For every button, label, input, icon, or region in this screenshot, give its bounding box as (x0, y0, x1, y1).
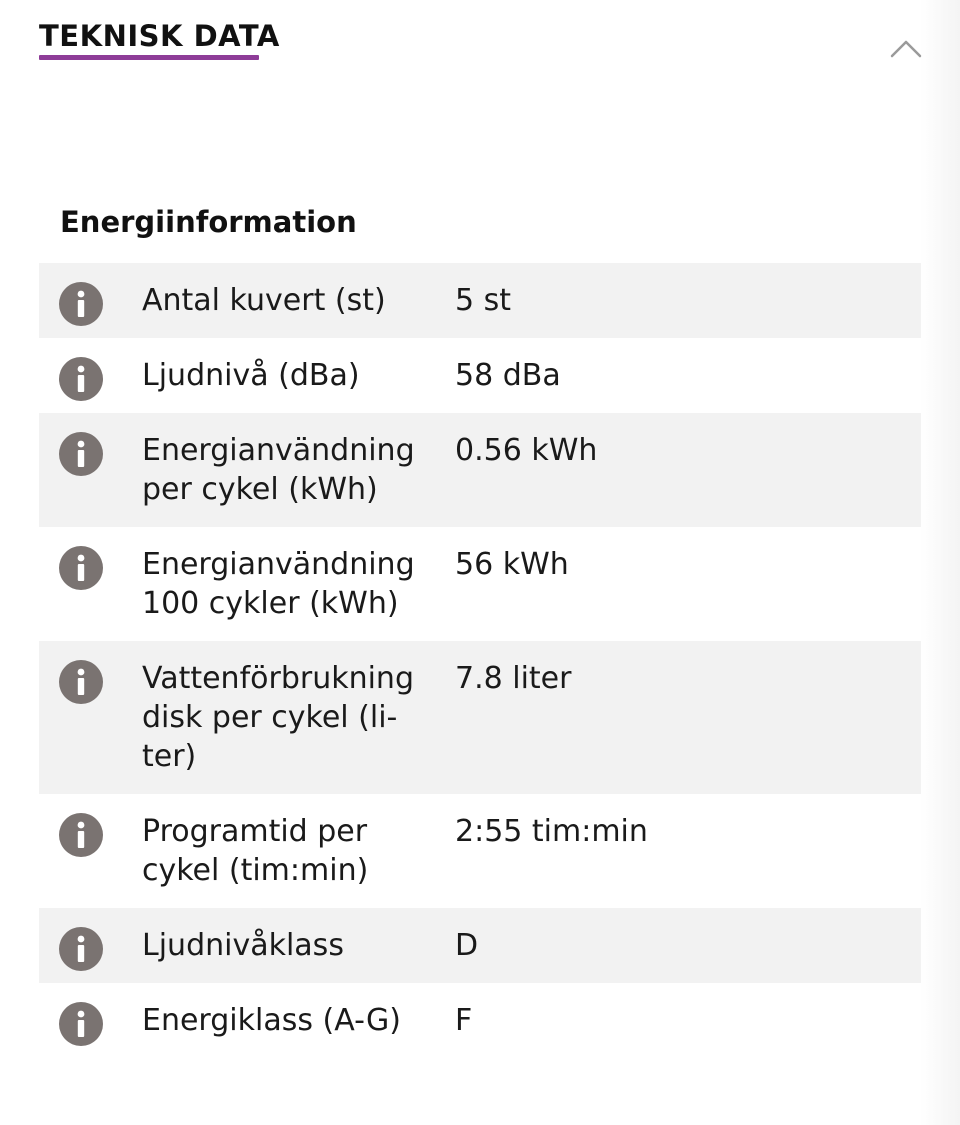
title-underline (39, 55, 259, 60)
chevron-up-icon (886, 30, 926, 66)
row-value: 56 kWh (455, 547, 569, 582)
spec-table (39, 263, 921, 1058)
table-row (39, 794, 921, 908)
scroll-edge-shade (920, 0, 960, 1125)
table-row (39, 263, 921, 338)
table-row (39, 527, 921, 641)
table-row (39, 908, 921, 983)
row-value: 5 st (455, 283, 512, 318)
info-icon[interactable] (59, 357, 103, 401)
row-value: 58 dBa (455, 358, 561, 393)
row-label: Antal kuvert (st) (142, 283, 386, 318)
table-row (39, 983, 921, 1058)
page-title: TEKNISK DATA (39, 19, 280, 53)
row-value: 0.56 kWh (455, 433, 598, 468)
info-icon[interactable] (59, 282, 103, 326)
section-title: Energiinformation (60, 205, 357, 239)
collapse-button[interactable] (886, 30, 926, 66)
info-icon[interactable] (59, 1002, 103, 1046)
info-icon[interactable] (59, 927, 103, 971)
row-value: 7.8 liter (455, 661, 572, 696)
info-icon[interactable] (59, 813, 103, 857)
row-label: Energianvändning 100 cykler (kWh) (142, 547, 415, 621)
info-icon[interactable] (59, 546, 103, 590)
row-label: Ljudnivå (dBa) (142, 358, 360, 393)
table-row (39, 413, 921, 527)
row-label: Energianvändning per cykel (kWh) (142, 433, 415, 507)
row-label: Ljudnivåklass (142, 928, 344, 963)
table-row (39, 338, 921, 413)
info-icon[interactable] (59, 432, 103, 476)
row-label: Programtid per cykel (tim:min) (142, 814, 369, 888)
info-icon[interactable] (59, 660, 103, 704)
section-header[interactable] (39, 0, 960, 80)
table-row (39, 641, 921, 794)
row-value: 2:55 tim:min (455, 814, 648, 849)
row-label: Vattenförbrukning disk per cykel (li-ter) (142, 661, 414, 774)
row-value: D (455, 928, 479, 963)
row-value: F (455, 1003, 473, 1038)
row-label: Energiklass (A-G) (142, 1003, 401, 1038)
